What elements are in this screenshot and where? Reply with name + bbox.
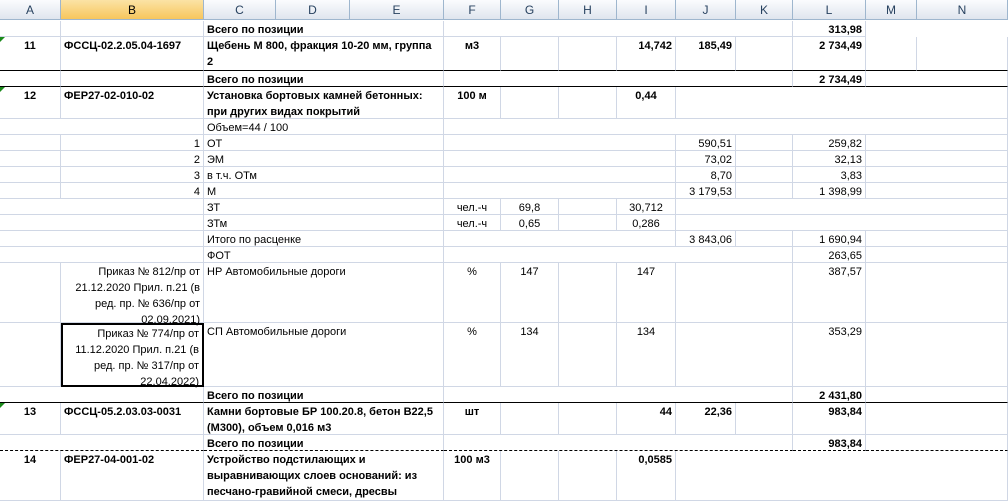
cell-b[interactable]: 2 bbox=[61, 151, 204, 167]
column-header-g[interactable]: G bbox=[501, 0, 559, 20]
cell-f[interactable]: % bbox=[444, 323, 501, 387]
cell-c[interactable]: в т.ч. ОТм bbox=[204, 167, 444, 183]
cell-a[interactable]: 11 bbox=[0, 37, 61, 71]
table-row bbox=[0, 215, 1008, 231]
cell-g[interactable]: 69,8 bbox=[501, 199, 559, 215]
cell-g[interactable]: 134 bbox=[501, 323, 559, 387]
cell-j[interactable]: 590,51 bbox=[676, 135, 736, 151]
cell-i[interactable]: 0,44 bbox=[617, 87, 676, 119]
spreadsheet-grid[interactable] bbox=[0, 21, 1008, 498]
cell-b[interactable]: 4 bbox=[61, 183, 204, 199]
cell-f[interactable]: чел.-ч bbox=[444, 199, 501, 215]
cell-l[interactable]: 3,83 bbox=[793, 167, 866, 183]
cell-b[interactable]: ФССЦ-05.2.03.03-0031 bbox=[61, 403, 204, 435]
table-row bbox=[0, 451, 1008, 501]
table-row bbox=[0, 323, 1008, 387]
cell-b[interactable]: ФССЦ-02.2.05.04-1697 bbox=[61, 37, 204, 71]
cell-l[interactable]: 983,84 bbox=[793, 435, 866, 451]
cell-c[interactable]: НР Автомобильные дороги bbox=[204, 263, 444, 323]
cell-l[interactable]: 32,13 bbox=[793, 151, 866, 167]
cell-j[interactable]: 8,70 bbox=[676, 167, 736, 183]
table-row bbox=[0, 71, 1008, 87]
column-header-b[interactable]: B bbox=[61, 0, 204, 20]
cell-l[interactable]: 2 734,49 bbox=[793, 37, 866, 71]
cell-c[interactable]: Всего по позиции bbox=[204, 21, 444, 37]
column-header-n[interactable]: N bbox=[917, 0, 1008, 20]
cell-c[interactable]: Всего по позиции bbox=[204, 387, 444, 403]
cell-c[interactable]: Установка бортовых камней бетонных: при других видах покрытий bbox=[204, 87, 444, 119]
cell-c[interactable]: Камни бортовые БР 100.20.8, бетон В22,5 (М300), объем 0,016 м3 bbox=[204, 403, 444, 435]
cell-a[interactable]: 14 bbox=[0, 451, 61, 501]
cell-f[interactable]: шт bbox=[444, 403, 501, 435]
column-header-d[interactable]: D bbox=[276, 0, 350, 20]
cell-j[interactable]: 3 843,06 bbox=[676, 231, 736, 247]
cell-f[interactable]: 100 м3 bbox=[444, 451, 501, 501]
table-row bbox=[0, 387, 1008, 403]
cell-g[interactable]: 147 bbox=[501, 263, 559, 323]
cell-l[interactable]: 263,65 bbox=[793, 247, 866, 263]
column-header-i[interactable]: I bbox=[617, 0, 676, 20]
cell-c[interactable]: ЗТм bbox=[204, 215, 444, 231]
table-row bbox=[0, 135, 1008, 151]
comment-marker-icon bbox=[0, 403, 5, 408]
column-header-c[interactable]: C bbox=[204, 0, 276, 20]
cell-j[interactable]: 22,36 bbox=[676, 403, 736, 435]
cell-c[interactable]: Всего по позиции bbox=[204, 435, 444, 451]
cell-a[interactable]: 12 bbox=[0, 87, 61, 119]
table-row bbox=[0, 119, 1008, 135]
cell-i[interactable]: 14,742 bbox=[617, 37, 676, 71]
cell-f[interactable]: чел.-ч bbox=[444, 215, 501, 231]
column-header-a[interactable]: A bbox=[0, 0, 61, 20]
table-row bbox=[0, 21, 1008, 37]
column-header-j[interactable]: J bbox=[676, 0, 736, 20]
cell-l[interactable]: 353,29 bbox=[793, 323, 866, 387]
cell-c[interactable]: Итого по расценке bbox=[204, 231, 444, 247]
cell-c[interactable]: Устройство подстилающих и выравнивающих слоев оснований: из песчано-гравийной смеси, дресвы bbox=[204, 451, 444, 501]
cell-l[interactable]: 983,84 bbox=[793, 403, 866, 435]
cell-l[interactable]: 1 690,94 bbox=[793, 231, 866, 247]
column-header-m[interactable]: M bbox=[866, 0, 917, 20]
column-header-e[interactable]: E bbox=[350, 0, 444, 20]
cell-i[interactable]: 44 bbox=[617, 403, 676, 435]
cell-i[interactable]: 147 bbox=[617, 263, 676, 323]
cell-g[interactable]: 0,65 bbox=[501, 215, 559, 231]
column-header-h[interactable]: H bbox=[559, 0, 617, 20]
table-row bbox=[0, 247, 1008, 263]
cell-l[interactable]: 2 431,80 bbox=[793, 387, 866, 403]
column-header-bar bbox=[0, 0, 1008, 21]
cell-b[interactable]: Приказ № 812/пр от 21.12.2020 Прил. п.21 (в ред. пр. № 636/пр от 02.09.2021) bbox=[61, 263, 204, 323]
table-row bbox=[0, 403, 1008, 435]
cell-c[interactable]: Всего по позиции bbox=[204, 71, 444, 87]
cell-l[interactable]: 1 398,99 bbox=[793, 183, 866, 199]
cell-b[interactable]: 1 bbox=[61, 135, 204, 151]
cell-l[interactable]: 2 734,49 bbox=[793, 71, 866, 87]
active-cell-b[interactable]: Приказ № 774/пр от 11.12.2020 Прил. п.21 (в ред. пр. № 317/пр от 22.04.2022) bbox=[61, 323, 204, 387]
table-row bbox=[0, 263, 1008, 326]
cell-j[interactable]: 3 179,53 bbox=[676, 183, 736, 199]
column-header-l[interactable]: L bbox=[793, 0, 866, 20]
cell-j[interactable]: 185,49 bbox=[676, 37, 736, 71]
cell-c[interactable]: Щебень М 800, фракция 10-20 мм, группа 2 bbox=[204, 37, 444, 71]
cell-c[interactable]: ЭМ bbox=[204, 151, 444, 167]
table-row bbox=[0, 435, 1008, 451]
cell-l[interactable]: 313,98 bbox=[793, 21, 866, 37]
table-row bbox=[0, 37, 1008, 71]
cell-c[interactable]: М bbox=[204, 183, 444, 199]
cell-c[interactable]: ЗТ bbox=[204, 199, 444, 215]
table-row bbox=[0, 199, 1008, 215]
cell-b[interactable]: ФЕР27-04-001-02 bbox=[61, 451, 204, 501]
cell-j[interactable]: 73,02 bbox=[676, 151, 736, 167]
column-header-k[interactable]: K bbox=[736, 0, 793, 20]
table-row bbox=[0, 231, 1008, 247]
column-header-f[interactable]: F bbox=[444, 0, 501, 20]
cell-f[interactable]: 100 м bbox=[444, 87, 501, 119]
cell-f[interactable]: % bbox=[444, 263, 501, 323]
cell-a[interactable]: 13 bbox=[0, 403, 61, 435]
cell-c[interactable]: СП Автомобильные дороги bbox=[204, 323, 444, 387]
cell-i[interactable]: 134 bbox=[617, 323, 676, 387]
cell-c[interactable]: Объем=44 / 100 bbox=[204, 119, 444, 135]
comment-marker-icon bbox=[0, 87, 5, 92]
cell-b[interactable]: 3 bbox=[61, 167, 204, 183]
cell-i[interactable]: 0,0585 bbox=[617, 451, 676, 501]
comment-marker-icon bbox=[0, 37, 5, 42]
table-row bbox=[0, 167, 1008, 183]
cell-l[interactable]: 259,82 bbox=[793, 135, 866, 151]
cell-c[interactable]: ФОТ bbox=[204, 247, 444, 263]
table-row bbox=[0, 183, 1008, 199]
cell-i[interactable]: 30,712 bbox=[617, 199, 676, 215]
table-row bbox=[0, 87, 1008, 119]
table-row bbox=[0, 151, 1008, 167]
cell-l[interactable]: 387,57 bbox=[793, 263, 866, 323]
cell-c[interactable]: ОТ bbox=[204, 135, 444, 151]
cell-i[interactable]: 0,286 bbox=[617, 215, 676, 231]
cell-b[interactable]: ФЕР27-02-010-02 bbox=[61, 87, 204, 119]
cell-f[interactable]: м3 bbox=[444, 37, 501, 71]
